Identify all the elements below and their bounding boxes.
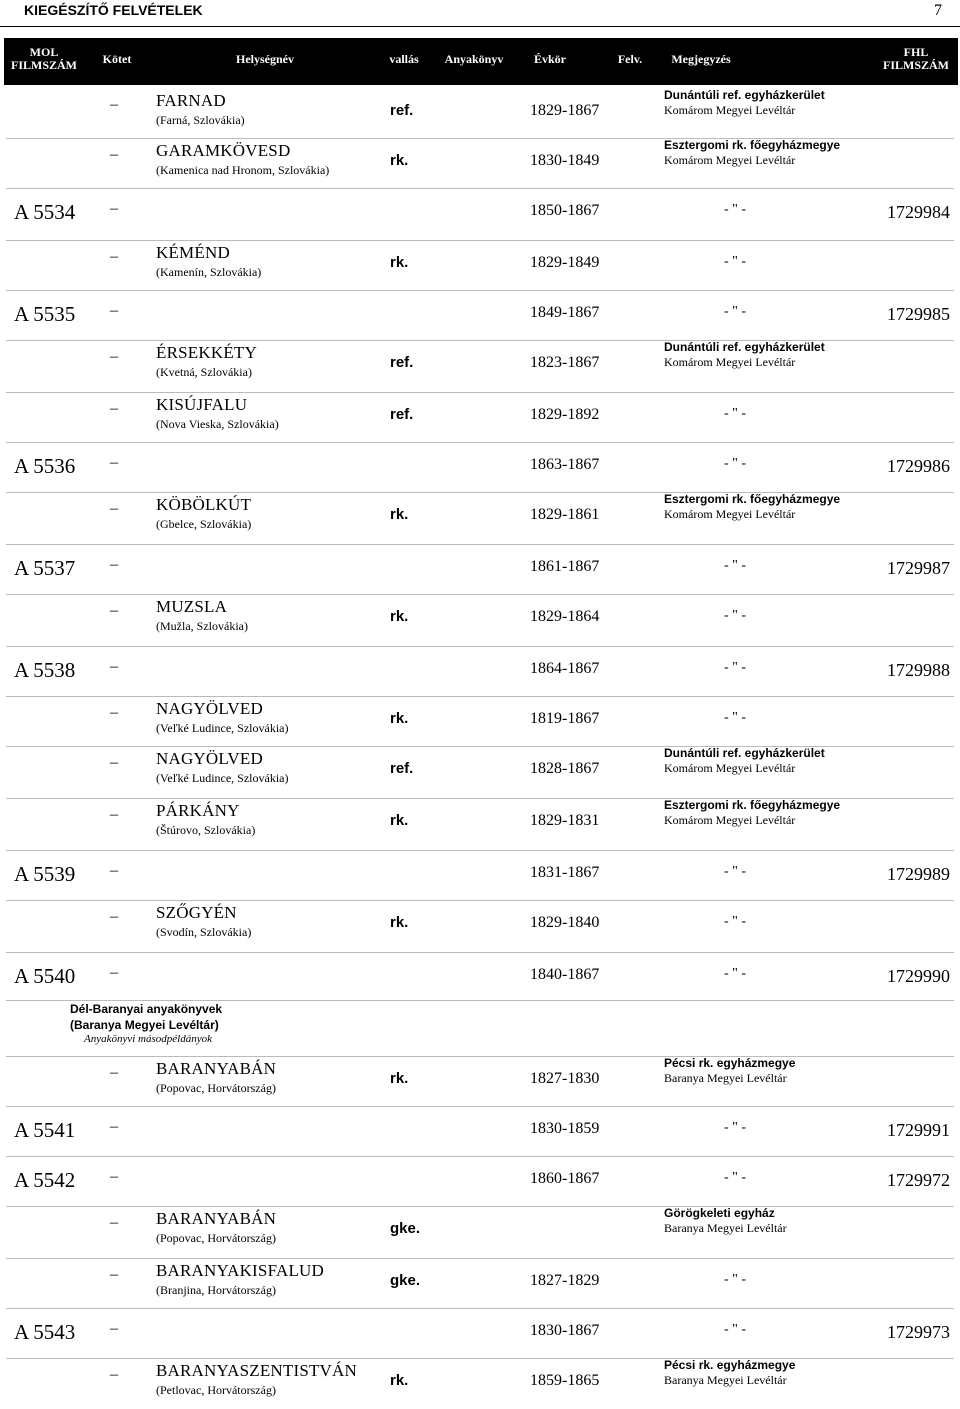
note-church: Esztergomi rk. főegyházmegye [664, 492, 841, 506]
place-row [0, 138, 960, 188]
col-vallas: vallás [389, 52, 419, 66]
mol-film-number: A 5542 [14, 1168, 76, 1192]
year-range: 1861-1867 [530, 558, 600, 575]
page-title: KIEGÉSZÍTŐ FELVÉTELEK [24, 2, 203, 18]
film-row [0, 1106, 960, 1156]
place-modern-name: (Popovac, Horvátország) [156, 1081, 276, 1095]
religion: ref. [390, 354, 414, 371]
row-divider [6, 1358, 954, 1359]
page-header [0, 0, 960, 24]
religion: rk. [390, 914, 409, 931]
religion: rk. [390, 1372, 409, 1389]
note-church: Pécsi rk. egyházmegye [664, 1056, 796, 1070]
fhl-film-number: 1729988 [887, 660, 950, 680]
col-kotet: Kötet [102, 52, 132, 66]
year-range: 1829-1840 [530, 914, 600, 931]
kotet-dash: – [110, 602, 118, 619]
row-divider [6, 188, 954, 189]
note-church: Pécsi rk. egyházmegye [664, 1358, 796, 1372]
place-modern-name: (Petlovac, Horvátország) [156, 1383, 276, 1397]
kotet-dash: – [110, 1064, 118, 1081]
ditto-mark: - " - [724, 254, 747, 269]
year-range: 1828-1867 [530, 760, 600, 777]
kotet-dash: – [110, 556, 118, 573]
kotet-dash: – [110, 908, 118, 925]
place-name: ÉRSEKKÉTY [156, 343, 257, 362]
row-divider [6, 952, 954, 953]
row-divider [6, 544, 954, 545]
note-church: Dunántúli ref. egyházkerület [664, 340, 825, 354]
row-divider [6, 900, 954, 901]
kotet-dash: – [110, 1266, 118, 1283]
col-megjegyzes: Megjegyzés [671, 52, 731, 66]
religion: rk. [390, 710, 409, 727]
kotet-dash: – [110, 964, 118, 981]
kotet-dash: – [110, 658, 118, 675]
mol-film-number: A 5540 [14, 964, 76, 988]
note-church: Dunántúli ref. egyházkerület [664, 88, 825, 102]
film-row [0, 188, 960, 240]
film-row [0, 646, 960, 696]
ditto-mark: - " - [724, 304, 747, 319]
place-row [0, 1358, 960, 1408]
place-name: GARAMKÖVESD [156, 141, 291, 160]
note-archive: Komárom Megyei Levéltár [664, 507, 796, 521]
place-row [0, 392, 960, 442]
mol-film-number: A 5541 [14, 1118, 76, 1142]
fhl-film-number: 1729972 [887, 1170, 950, 1190]
year-range: 1863-1867 [530, 456, 600, 473]
year-range: 1859-1865 [530, 1372, 600, 1389]
kotet-dash: – [110, 146, 118, 163]
place-modern-name: (Nova Vieska, Szlovákia) [156, 417, 279, 431]
row-divider [6, 1258, 954, 1259]
row-divider [6, 340, 954, 341]
row-divider [6, 1308, 954, 1309]
row-divider [6, 138, 954, 139]
year-range: 1864-1867 [530, 660, 600, 677]
note-archive: Baranya Megyei Levéltár [664, 1071, 787, 1085]
ditto-mark: - " - [724, 456, 747, 471]
year-range: 1850-1867 [530, 202, 600, 219]
row-divider [6, 1000, 954, 1001]
kotet-dash: – [110, 806, 118, 823]
place-modern-name: (Veľké Ludince, Szlovákia) [156, 721, 289, 735]
film-row [0, 850, 960, 900]
film-row [0, 290, 960, 340]
religion: rk. [390, 1070, 409, 1087]
fhl-film-number: 1729989 [887, 864, 950, 884]
place-row [0, 746, 960, 798]
year-range: 1830-1859 [530, 1120, 600, 1137]
place-name: MUZSLA [156, 597, 228, 616]
header-divider [0, 26, 960, 27]
row-divider [6, 1106, 954, 1107]
kotet-dash: – [110, 862, 118, 879]
mol-film-number: A 5543 [14, 1320, 76, 1344]
place-name: PÁRKÁNY [156, 801, 240, 820]
ditto-mark: - " - [724, 660, 747, 675]
note-archive: Komárom Megyei Levéltár [664, 153, 796, 167]
kotet-dash: – [110, 1168, 118, 1185]
place-name: FARNAD [156, 91, 226, 110]
place-name: NAGYÖLVED [156, 699, 263, 718]
mol-film-number: A 5538 [14, 658, 76, 682]
place-name: BARANYABÁN [156, 1059, 277, 1078]
film-row [0, 442, 960, 492]
kotet-dash: – [110, 1118, 118, 1135]
col-helysegnev: Helységnév [236, 52, 294, 66]
ditto-mark: - " - [724, 1272, 747, 1287]
col-anyakonyv: Anyakönyv [444, 52, 504, 66]
place-name: KÖBÖLKÚT [156, 495, 252, 514]
fhl-film-number: 1729973 [887, 1322, 950, 1342]
place-modern-name: (Veľké Ludince, Szlovákia) [156, 771, 289, 785]
place-row [0, 594, 960, 646]
mol-film-number: A 5534 [14, 200, 76, 224]
religion: rk. [390, 506, 409, 523]
mol-film-number: A 5539 [14, 862, 76, 886]
place-row [0, 1258, 960, 1308]
place-modern-name: (Kvetná, Szlovákia) [156, 365, 252, 379]
year-range: 1860-1867 [530, 1170, 600, 1187]
year-range: 1840-1867 [530, 966, 600, 983]
note-church: Esztergomi rk. főegyházmegye [664, 798, 841, 812]
row-divider [6, 392, 954, 393]
year-range: 1829-1831 [530, 812, 600, 829]
ditto-mark: - " - [724, 202, 747, 217]
place-row [0, 696, 960, 746]
place-name: KÉMÉND [156, 243, 230, 262]
fhl-film-number: 1729984 [887, 202, 950, 222]
place-modern-name: (Svodín, Szlovákia) [156, 925, 252, 939]
fhl-film-number: 1729987 [887, 558, 950, 578]
kotet-dash: – [110, 704, 118, 721]
religion: ref. [390, 406, 414, 423]
section-title: Dél-Baranyai anyakönyvek [70, 1002, 223, 1016]
page-number: 7 [934, 2, 942, 19]
year-range: 1829-1864 [530, 608, 600, 625]
religion: ref. [390, 102, 414, 119]
section-heading [0, 1000, 960, 1056]
note-archive: Baranya Megyei Levéltár [664, 1373, 787, 1387]
ditto-mark: - " - [724, 1322, 747, 1337]
year-range: 1849-1867 [530, 304, 600, 321]
place-name: KISÚJFALU [156, 395, 248, 414]
mol-film-number: A 5535 [14, 302, 76, 326]
place-row [0, 900, 960, 952]
film-row [0, 1156, 960, 1206]
col-mol: MOL FILMSZÁM [11, 45, 77, 72]
place-name: BARANYAKISFALUD [156, 1261, 324, 1280]
kotet-dash: – [110, 248, 118, 265]
row-divider [6, 290, 954, 291]
col-evkor: Évkör [533, 52, 566, 66]
note-church: Dunántúli ref. egyházkerület [664, 746, 825, 760]
ditto-mark: - " - [724, 966, 747, 981]
place-name: BARANYABÁN [156, 1209, 277, 1228]
ditto-mark: - " - [724, 1170, 747, 1185]
ditto-mark: - " - [724, 710, 747, 725]
religion: gke. [390, 1220, 421, 1237]
row-divider [6, 240, 954, 241]
note-archive: Komárom Megyei Levéltár [664, 355, 796, 369]
row-divider [6, 1056, 954, 1057]
place-row [0, 492, 960, 544]
religion: ref. [390, 760, 414, 777]
kotet-dash: – [110, 400, 118, 417]
row-divider [6, 850, 954, 851]
col-felv: Felv. [617, 52, 643, 66]
year-range: 1819-1867 [530, 710, 600, 727]
row-divider [6, 646, 954, 647]
place-modern-name: (Mužla, Szlovákia) [156, 619, 248, 633]
section-subtitle: Anyakönyvi másodpéldányok [84, 1033, 212, 1045]
kotet-dash: – [110, 500, 118, 517]
film-row [0, 952, 960, 1000]
place-row [0, 88, 960, 138]
row-divider [6, 1156, 954, 1157]
ditto-mark: - " - [724, 608, 747, 623]
place-name: NAGYÖLVED [156, 749, 263, 768]
ditto-mark: - " - [724, 914, 747, 929]
year-range: 1831-1867 [530, 864, 600, 881]
section-archive: (Baranya Megyei Levéltár) [70, 1018, 219, 1032]
ditto-mark: - " - [724, 1120, 747, 1135]
row-divider [6, 696, 954, 697]
year-range: 1829-1892 [530, 406, 600, 423]
ditto-mark: - " - [724, 558, 747, 573]
kotet-dash: – [110, 754, 118, 771]
year-range: 1829-1849 [530, 254, 600, 271]
year-range: 1827-1829 [530, 1272, 600, 1289]
religion: gke. [390, 1272, 421, 1289]
kotet-dash: – [110, 96, 118, 113]
place-row [0, 1056, 960, 1106]
place-row [0, 1206, 960, 1258]
place-modern-name: (Kamenica nad Hronom, Szlovákia) [156, 163, 330, 177]
place-row [0, 798, 960, 850]
film-row [0, 544, 960, 594]
place-modern-name: (Štúrovo, Szlovákia) [156, 823, 256, 837]
place-row [0, 240, 960, 290]
ditto-mark: - " - [724, 406, 747, 421]
religion: rk. [390, 152, 409, 169]
religion: rk. [390, 254, 409, 271]
kotet-dash: – [110, 454, 118, 471]
year-range: 1830-1867 [530, 1322, 600, 1339]
column-header-bar [4, 38, 958, 85]
note-church: Esztergomi rk. főegyházmegye [664, 138, 841, 152]
fhl-film-number: 1729990 [887, 966, 950, 986]
place-name: SZŐGYÉN [156, 903, 237, 922]
kotet-dash: – [110, 200, 118, 217]
row-divider [6, 594, 954, 595]
fhl-film-number: 1729991 [887, 1120, 950, 1140]
fhl-film-number: 1729985 [887, 304, 950, 324]
note-archive: Komárom Megyei Levéltár [664, 813, 796, 827]
kotet-dash: – [110, 1366, 118, 1383]
kotet-dash: – [110, 1320, 118, 1337]
row-divider [6, 1206, 954, 1207]
note-archive: Komárom Megyei Levéltár [664, 103, 796, 117]
place-modern-name: (Kamenín, Szlovákia) [156, 265, 262, 279]
mol-film-number: A 5536 [14, 454, 76, 478]
religion: rk. [390, 812, 409, 829]
kotet-dash: – [110, 302, 118, 319]
note-archive: Komárom Megyei Levéltár [664, 761, 796, 775]
row-divider [6, 492, 954, 493]
year-range: 1829-1867 [530, 102, 600, 119]
year-range: 1823-1867 [530, 354, 600, 371]
row-divider [6, 442, 954, 443]
place-row [0, 340, 960, 392]
place-modern-name: (Branjina, Horvátország) [156, 1283, 276, 1297]
kotet-dash: – [110, 1214, 118, 1231]
kotet-dash: – [110, 348, 118, 365]
row-divider [6, 798, 954, 799]
year-range: 1827-1830 [530, 1070, 600, 1087]
mol-film-number: A 5537 [14, 556, 76, 580]
row-divider [6, 746, 954, 747]
year-range: 1830-1849 [530, 152, 600, 169]
place-name: BARANYASZENTISTVÁN [156, 1361, 357, 1380]
place-modern-name: (Popovac, Horvátország) [156, 1231, 276, 1245]
fhl-film-number: 1729986 [887, 456, 950, 476]
note-church: Görögkeleti egyház [664, 1206, 775, 1220]
film-row [0, 1308, 960, 1358]
place-modern-name: (Gbelce, Szlovákia) [156, 517, 252, 531]
note-archive: Baranya Megyei Levéltár [664, 1221, 787, 1235]
year-range: 1829-1861 [530, 506, 600, 523]
ditto-mark: - " - [724, 864, 747, 879]
place-modern-name: (Farná, Szlovákia) [156, 113, 245, 127]
religion: rk. [390, 608, 409, 625]
col-fhl: FHL FILMSZÁM [883, 45, 949, 72]
